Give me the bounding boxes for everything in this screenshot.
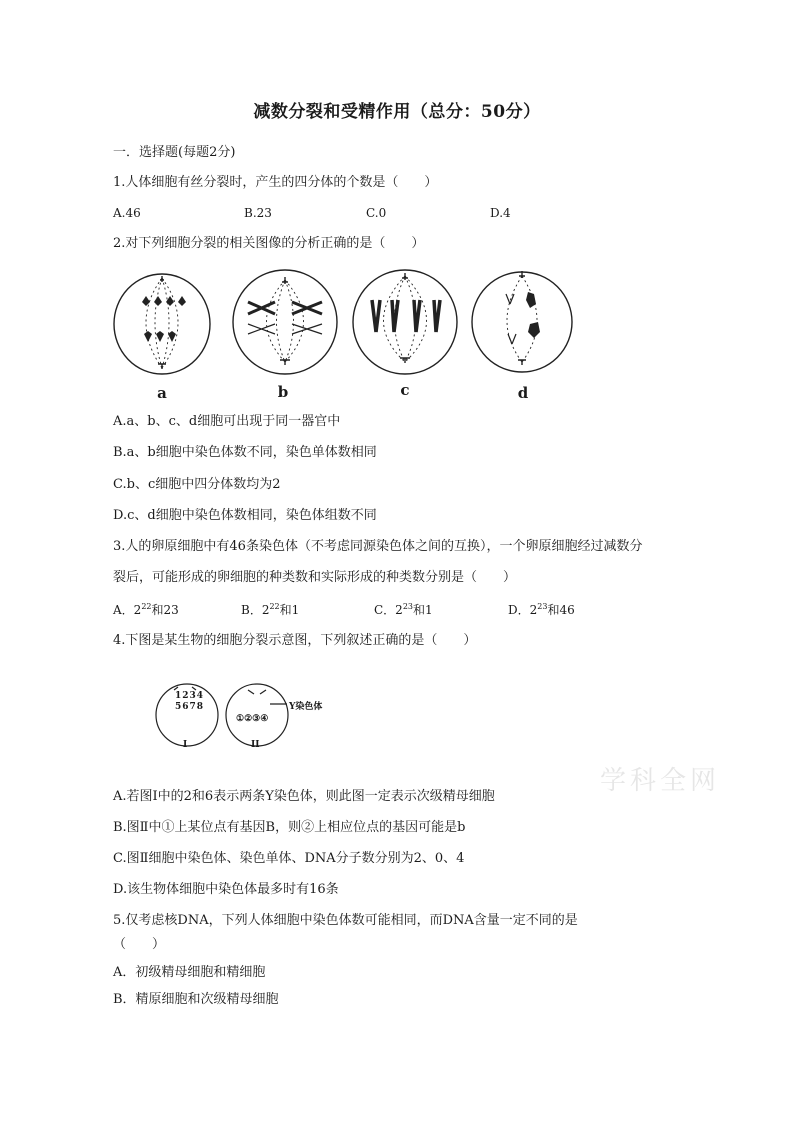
cell-d-diagram (472, 271, 572, 372)
y-chromosome-label: Y染色体 (289, 702, 323, 712)
question-1-option-d: D.4 (490, 206, 511, 220)
cell-ii-numbers: ①②③④ (236, 714, 269, 724)
question-1-stem: 1.人体细胞有丝分裂时，产生的四分体的个数是（ ） (113, 175, 438, 190)
question-4-option-b: B.图Ⅱ中①上某位点有基因B，则②上相应位点的基因可能是b (113, 820, 466, 835)
question-2-option-a: A.a、b、c、d细胞可出现于同一器官中 (113, 414, 341, 429)
cell-a-diagram (114, 274, 210, 374)
question-4-option-d: D.该生物体细胞中染色体最多时有16条 (113, 882, 339, 897)
question-5-option-b: B．精原细胞和次级精母细胞 (113, 992, 279, 1007)
cell-i-label: I (183, 740, 188, 750)
figure-label-c: c (400, 381, 410, 399)
question-2-stem: 2.对下列细胞分裂的相关图像的分析正确的是（ ） (113, 236, 425, 251)
page-title: 减数分裂和受精作用（总分：50分） (253, 102, 541, 122)
question-4-option-a: A.若图Ⅰ中的2和6表示两条Y染色体，则此图一定表示次级精母细胞 (113, 789, 495, 804)
question-3-option-d: D．$2^{23}$和46 (508, 602, 575, 617)
cell-i-numbers-row-2: 5678 (175, 702, 205, 712)
question-4-stem: 4.下图是某生物的细胞分裂示意图，下列叙述正确的是（ ） (113, 633, 477, 648)
question-5-answer-paren: （ ） (113, 937, 166, 952)
cell-i-numbers-row-1: 1234 (175, 691, 205, 701)
question-3-stem-line-2: 裂后，可能形成的卵细胞的种类数和实际形成的种类数分别是（ ） (113, 570, 517, 585)
watermark-logo: 学科全网 (600, 766, 721, 796)
question-2-option-d: D.c、d细胞中染色体数相同，染色体组数不同 (113, 508, 377, 523)
question-5-option-a: A．初级精母细胞和精细胞 (113, 965, 266, 980)
cell-ii-label: II (251, 740, 260, 750)
question-1-option-b: B.23 (244, 206, 272, 220)
cell-division-figure (110, 262, 580, 382)
cell-c-diagram (353, 270, 457, 374)
question-3-option-c: C．$2^{23}$和1 (374, 602, 433, 617)
question-2-option-c: C.b、c细胞中四分体数均为2 (113, 477, 281, 492)
figure-label-a: a (157, 384, 167, 402)
section-heading: 一．选择题(每题2分) (113, 145, 236, 160)
cell-b-diagram (233, 270, 337, 374)
question-1-option-a: A.46 (113, 206, 141, 220)
question-5-stem: 5.仅考虑核DNA，下列人体细胞中染色体数可能相同，而DNA含量一定不同的是 (113, 913, 578, 928)
question-2-option-b: B.a、b细胞中染色体数不同，染色单体数相同 (113, 445, 377, 460)
question-1-option-c: C.0 (366, 206, 387, 220)
question-3-option-a: A．$2^{22}$和23 (113, 602, 179, 617)
question-3-stem-line-1: 3.人的卵原细胞中有46条染色体（不考虑同源染色体之间的互换），一个卵原细胞经过减数分 (113, 539, 643, 554)
figure-label-d: d (517, 384, 529, 402)
figure-label-b: b (277, 383, 289, 401)
question-3-option-b: B．$2^{22}$和1 (241, 602, 300, 617)
question-4-option-c: C.图Ⅱ细胞中染色体、染色单体、DNA分子数分别为2、0、4 (113, 851, 465, 866)
